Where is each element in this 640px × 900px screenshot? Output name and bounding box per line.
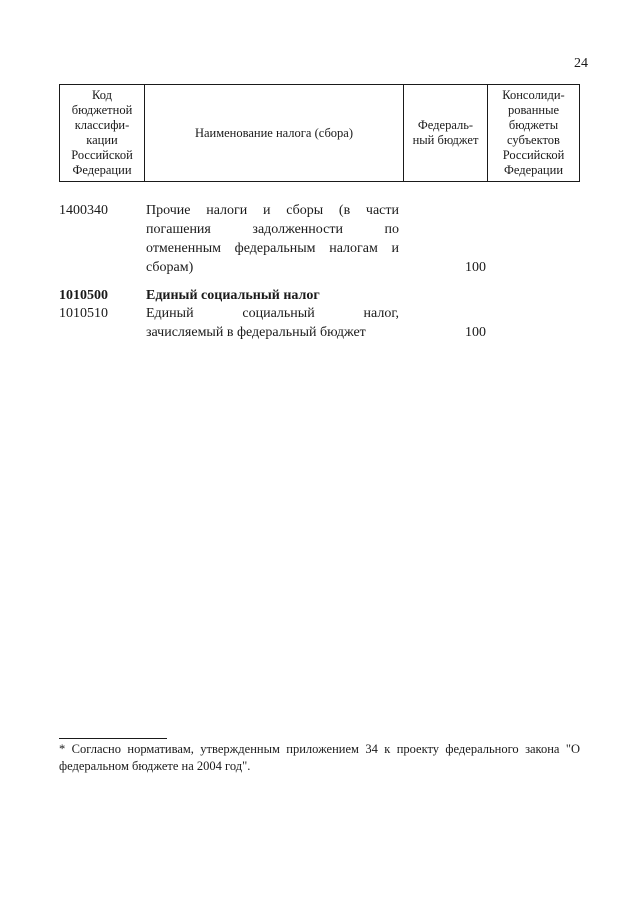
row-name-line: Прочие налоги и сборы (в части	[146, 203, 399, 218]
row-name-line: Единый социальный налог,	[146, 306, 399, 321]
header-code-column: Код бюджетной классифи- кации Российской Федерации	[60, 85, 145, 181]
footnote-line: * Согласно нормативам, утвержденным приложением 34 к проекту федерального закона "О	[59, 742, 580, 756]
row-name	[146, 286, 399, 305]
header-consolidated-column: Консолиди- рованные бюджеты субъектов Российской Федерации	[502, 88, 565, 177]
row-name	[146, 201, 399, 277]
row-code: 1010500	[59, 288, 108, 303]
row-name-line: зачисляемый в федеральный бюджет	[146, 325, 366, 340]
table-header	[59, 84, 580, 182]
page-number: 24	[574, 56, 588, 71]
row-name-line: Единый социальный налог	[146, 288, 320, 303]
row-name	[146, 304, 399, 342]
row-name-line: погашения задолженности по	[146, 222, 399, 237]
row-code: 1010510	[59, 306, 108, 321]
row-name-line: сборам)	[146, 260, 194, 275]
footnote	[59, 741, 580, 775]
header-federal-column: Федераль- ный бюджет	[404, 85, 488, 181]
row-federal-value: 100	[465, 260, 486, 275]
header-name-column: Наименование налога (сбора)	[145, 85, 404, 181]
row-code: 1400340	[59, 203, 108, 218]
footnote-divider	[59, 738, 167, 739]
row-federal-value: 100	[465, 325, 486, 340]
footnote-line: федеральном бюджете на 2004 год".	[59, 759, 251, 773]
row-name-line: отмененным федеральным налогам и	[146, 241, 399, 256]
